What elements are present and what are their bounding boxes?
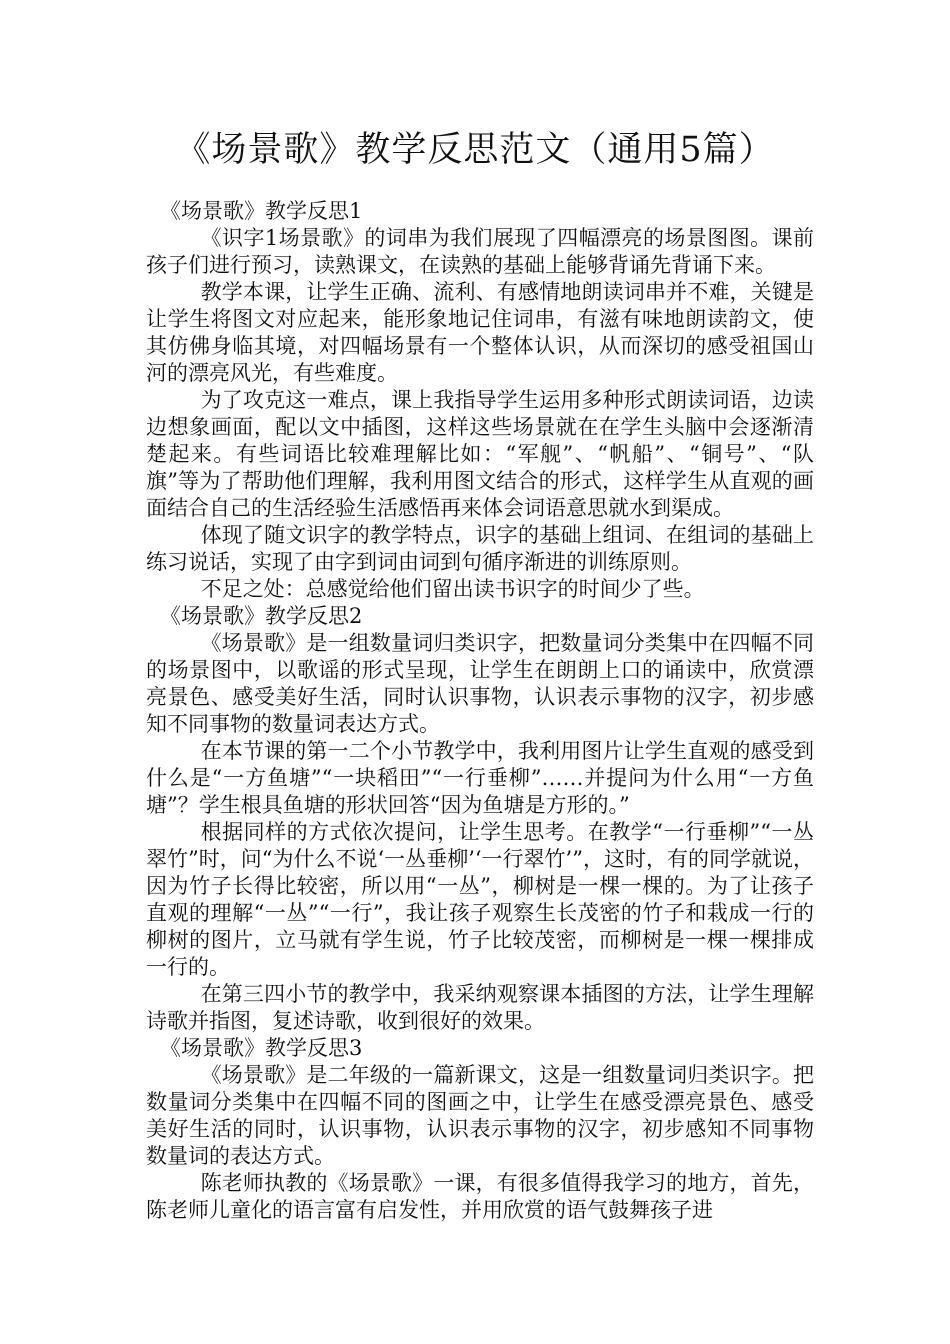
paragraph: 根据同样的方式依次提问，让学生思考。在教学“一行垂柳”“一丛翠竹”时，问“为什么不说‘一丛垂柳’‘一行翠竹’”，这时，有的同学就说，因为竹子长得比较密，所以用“一丛”，柳树是一棵一棵的。为了让孩子直观的理解“一丛”“一行”，我让孩子观察生长茂密的竹子和栽成一行的柳树的图片，立马就有学生说，竹子比较茂密，而柳树是一棵一棵排成一行的。	[146, 820, 814, 979]
paragraph: 为了攻克这一难点，课上我指导学生运用多种形式朗读词语，边读边想象画面，配以文中插图，这样这些场景就在在学生头脑中会逐渐清楚起来。有些词语比较难理解比如：“军舰”、“帆船”、“铜号”、“队旗”等为了帮助他们理解，我利用图文结合的形式，这样学生从直观的画面结合自己的生活经验生活感悟再来体会词语意思就水到渠成。	[146, 388, 814, 520]
document-title: 《场景歌》教学反思范文（通用5篇）	[175, 130, 775, 170]
section-heading-3: 《场景歌》教学反思3	[160, 1036, 363, 1060]
section-heading-2: 《场景歌》教学反思2	[160, 604, 363, 628]
paragraph: 在第三四小节的教学中，我采纳观察课本插图的方法，让学生理解诗歌并指图，复述诗歌，收到很好的效果。	[146, 982, 814, 1033]
paragraph: 不足之处：总感觉给他们留出读书识字的时间少了些。	[200, 577, 705, 601]
paragraph: 《场景歌》是一组数量词归类识字，把数量词分类集中在四幅不同的场景图中，以歌谣的形式呈现，让学生在朗朗上口的诵读中，欣赏漂亮景色、感受美好生活，同时认识事物，认识表示事物的汉字，初步感知不同事物的数量词表达方式。	[146, 631, 814, 736]
paragraph: 《识字1场景歌》的词串为我们展现了四幅漂亮的场景图图。课前孩子们进行预习，读熟课文，在读熟的基础上能够背诵先背诵下来。	[146, 226, 814, 277]
paragraph: 在本节课的第一二个小节教学中，我利用图片让学生直观的感受到什么是“一方鱼塘”“一块稻田”“一行垂柳”……并提问为什么用“一方鱼塘”？学生根具鱼塘的形状回答“因为鱼塘是方形的。”	[146, 739, 814, 817]
paragraph: 陈老师执教的《场景歌》一课，有很多值得我学习的地方，首先，陈老师儿童化的语言富有启发性，并用欣赏的语气鼓舞孩子进	[146, 1171, 814, 1222]
section-heading-1: 《场景歌》教学反思1	[160, 199, 363, 223]
paragraph: 《场景歌》是二年级的一篇新课文，这是一组数量词归类识字。把数量词分类集中在四幅不同的图画之中，让学生在感受漂亮景色、感受美好生活的同时，认识事物，认识表示事物的汉字，初步感知不同事物数量词的表达方式。	[146, 1063, 814, 1168]
paragraph: 体现了随文识字的教学特点，识字的基础上组词、在组词的基础上练习说话，实现了由字到词由词到句循序渐进的训练原则。	[146, 523, 814, 574]
paragraph: 教学本课，让学生正确、流利、有感情地朗读词串并不难，关键是让学生将图文对应起来，能形象地记住词串，有滋有味地朗读韵文，使其仿佛身临其境，对四幅场景有一个整体认识，从而深切的感受祖国山河的漂亮风光，有些难度。	[146, 280, 814, 385]
document-body	[146, 198, 814, 1224]
